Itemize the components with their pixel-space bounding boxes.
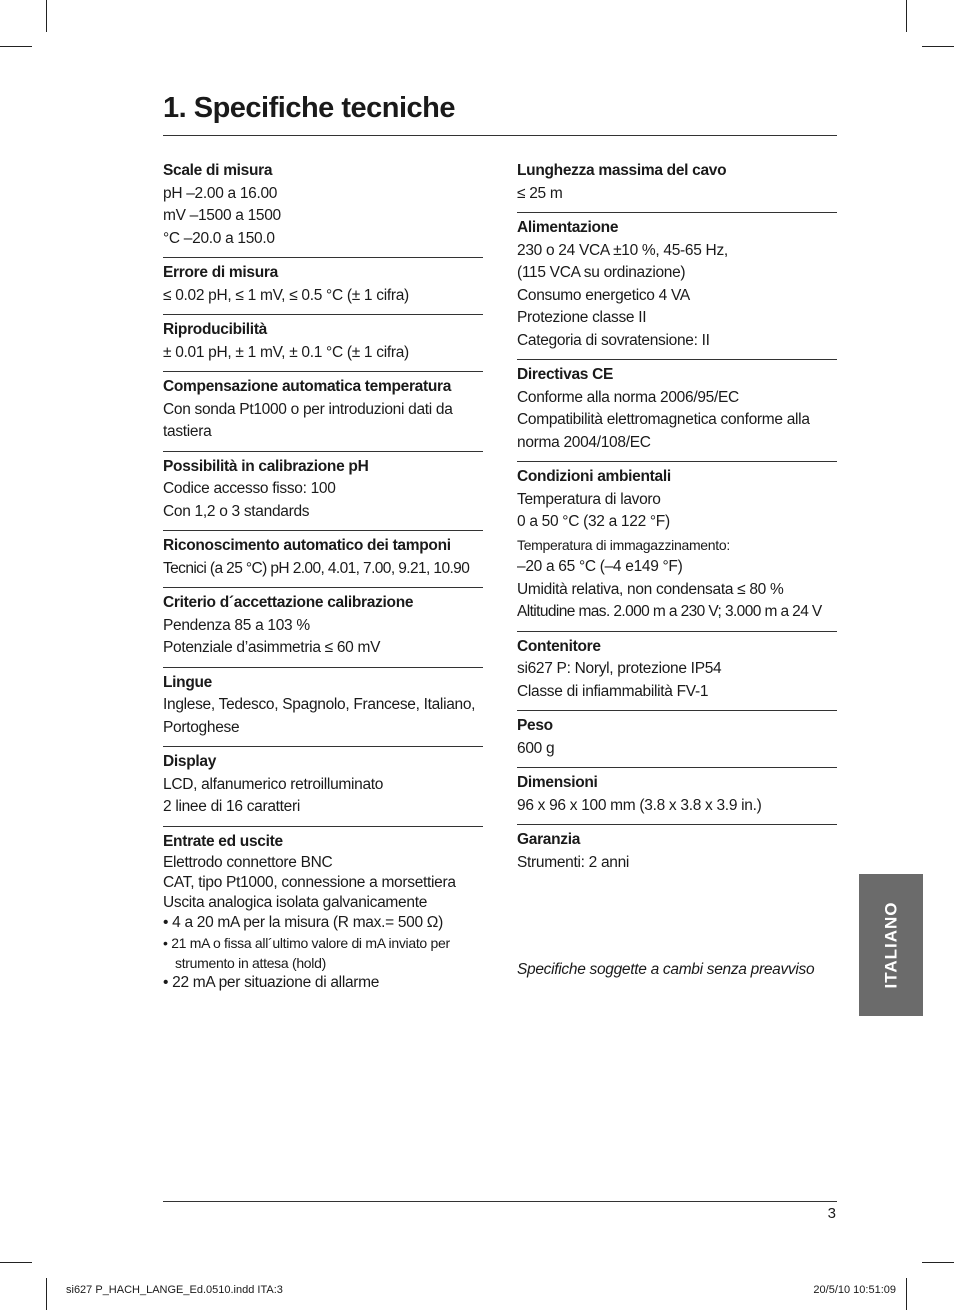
spec-section <box>163 751 483 827</box>
spec-line: CAT, tipo Pt1000, connessione a morsettiera <box>163 874 456 891</box>
spec-line: °C –20.0 a 150.0 <box>163 229 275 247</box>
spec-line: Categoria di sovratensione: II <box>517 331 710 349</box>
spec-heading: Riproducibilità <box>163 321 268 338</box>
spec-section <box>517 636 837 712</box>
print-slug-file: si627 P_HACH_LANGE_Ed.0510.indd ITA:3 <box>66 1284 283 1296</box>
spec-heading: Peso <box>517 717 553 734</box>
language-tab-label: ITALIANO <box>881 901 901 989</box>
spec-section <box>163 456 483 532</box>
spec-line: Elettrodo connettore BNC <box>163 854 333 871</box>
spec-section <box>163 672 483 748</box>
spec-line: (115 VCA su ordinazione) <box>517 264 686 281</box>
title-divider <box>163 135 837 136</box>
spec-line: 2 linee di 16 caratteri <box>163 798 300 815</box>
spec-line: Con 1,2 o 3 standards <box>163 502 310 520</box>
bullet-item: • 4 a 20 mA per la misura (R max.= 500 Ω) <box>163 914 443 931</box>
spec-line: ≤ 0.02 pH, ≤ 1 mV, ≤ 0.5 °C (± 1 cifra) <box>163 286 409 304</box>
spec-section <box>163 831 483 1001</box>
spec-section <box>163 376 483 452</box>
spec-line: 96 x 96 x 100 mm (3.8 x 3.8 x 3.9 in.) <box>517 796 762 814</box>
crop-mark <box>46 1278 47 1310</box>
crop-mark <box>906 0 907 32</box>
spec-section <box>517 160 837 213</box>
crop-mark <box>922 46 954 47</box>
spec-line: mV –1500 a 1500 <box>163 207 281 224</box>
spec-line: 0 a 50 °C (32 a 122 °F) <box>517 513 670 530</box>
spec-line: Potenziale d’asimmetria ≤ 60 mV <box>163 639 381 656</box>
spec-section <box>517 364 837 462</box>
spec-heading: Criterio d´accettazione calibrazione <box>163 594 414 611</box>
page-title: 1. Specifiche tecniche <box>163 92 456 124</box>
spec-heading: Dimensioni <box>517 774 598 791</box>
spec-heading: Scale di misura <box>163 162 273 179</box>
spec-line: –20 a 65 °C (–4 e149 °F) <box>517 558 683 575</box>
spec-section <box>517 772 837 825</box>
spec-line: ≤ 25 m <box>517 184 563 202</box>
spec-line: Classe di infiammabilità FV-1 <box>517 682 709 700</box>
spec-line: Uscita analogica isolata galvanicamente <box>163 894 428 911</box>
spec-section <box>163 319 483 372</box>
spec-heading: Lunghezza massima del cavo <box>517 162 727 179</box>
spec-section <box>163 592 483 668</box>
spec-line: ± 0.01 pH, ± 1 mV, ± 0.1 °C (± 1 cifra) <box>163 343 409 361</box>
right-column <box>517 160 837 885</box>
spec-heading: Display <box>163 753 217 770</box>
spec-heading: Errore di misura <box>163 264 278 281</box>
crop-mark <box>906 1278 907 1310</box>
spec-line: Consumo energetico 4 VA <box>517 286 690 304</box>
spec-line: Strumenti: 2 anni <box>517 853 630 871</box>
disclaimer-note: Specifiche soggette a cambi senza preavviso <box>517 961 815 978</box>
spec-heading: Possibilità in calibrazione pH <box>163 457 369 475</box>
spec-section <box>163 262 483 315</box>
page-number: 3 <box>827 1205 836 1222</box>
spec-line: Pendenza 85 a 103 % <box>163 616 310 634</box>
spec-section <box>517 217 837 360</box>
crop-mark <box>0 1262 32 1263</box>
left-column <box>163 160 483 1004</box>
spec-line: pH –2.00 a 16.00 <box>163 184 278 202</box>
spec-line: Temperatura di immagazzinamento: <box>517 536 730 553</box>
spec-line: Altitudine mas. 2.000 m a 230 V; 3.000 m a 24 V <box>517 603 822 620</box>
crop-mark <box>922 1262 954 1263</box>
spec-line: si627 P: Noryl, protezione IP54 <box>517 660 722 677</box>
spec-line: norma 2004/108/EC <box>517 433 651 451</box>
spec-line: 600 g <box>517 739 555 757</box>
spec-heading: Entrate ed uscite <box>163 832 283 850</box>
print-slug-date: 20/5/10 10:51:09 <box>813 1284 896 1296</box>
spec-line: Umidità relativa, non condensata ≤ 80 % <box>517 580 784 598</box>
bullet-item: • 22 mA per situazione di allarme <box>163 974 380 991</box>
spec-line: Temperatura di lavoro <box>517 490 661 508</box>
crop-mark <box>46 0 47 32</box>
spec-section <box>163 535 483 588</box>
spec-section <box>517 715 837 768</box>
spec-line: Compatibilità elettromagnetica conforme alla <box>517 411 810 428</box>
spec-heading: Lingue <box>163 673 212 691</box>
spec-section <box>517 829 837 881</box>
crop-mark <box>0 46 32 47</box>
spec-heading: Riconoscimento automatico dei tamponi <box>163 537 451 554</box>
spec-section <box>163 160 483 258</box>
spec-line: Codice accesso fisso: 100 <box>163 480 336 497</box>
spec-heading: Alimentazione <box>517 219 619 236</box>
spec-heading: Compensazione automatica temperatura <box>163 378 452 395</box>
spec-line: 230 o 24 VCA ±10 %, 45-65 Hz, <box>517 241 728 259</box>
spec-heading: Directivas CE <box>517 366 614 383</box>
spec-line: Protezione classe II <box>517 309 647 326</box>
spec-line: Tecnici (a 25 °C) pH 2.00, 4.01, 7.00, 9.21, 10.90 <box>163 559 470 577</box>
footer-divider <box>163 1201 837 1202</box>
spec-line: Portoghese <box>163 718 240 736</box>
bullet-item: • 21 mA o fissa all´ultimo valore di mA inviato per strumento in attesa (hold) <box>163 935 450 971</box>
spec-heading: Condizioni ambientali <box>517 468 671 485</box>
language-tab <box>859 874 923 1016</box>
spec-line: Con sonda Pt1000 o per introduzioni dati da <box>163 400 453 418</box>
spec-heading: Garanzia <box>517 831 581 848</box>
spec-line: LCD, alfanumerico retroilluminato <box>163 775 384 793</box>
spec-heading: Contenitore <box>517 637 601 655</box>
spec-section <box>517 466 837 632</box>
spec-line: tastiera <box>163 423 212 440</box>
spec-line: Conforme alla norma 2006/95/EC <box>517 388 739 406</box>
spec-line: Inglese, Tedesco, Spagnolo, Francese, Italiano, <box>163 696 476 713</box>
